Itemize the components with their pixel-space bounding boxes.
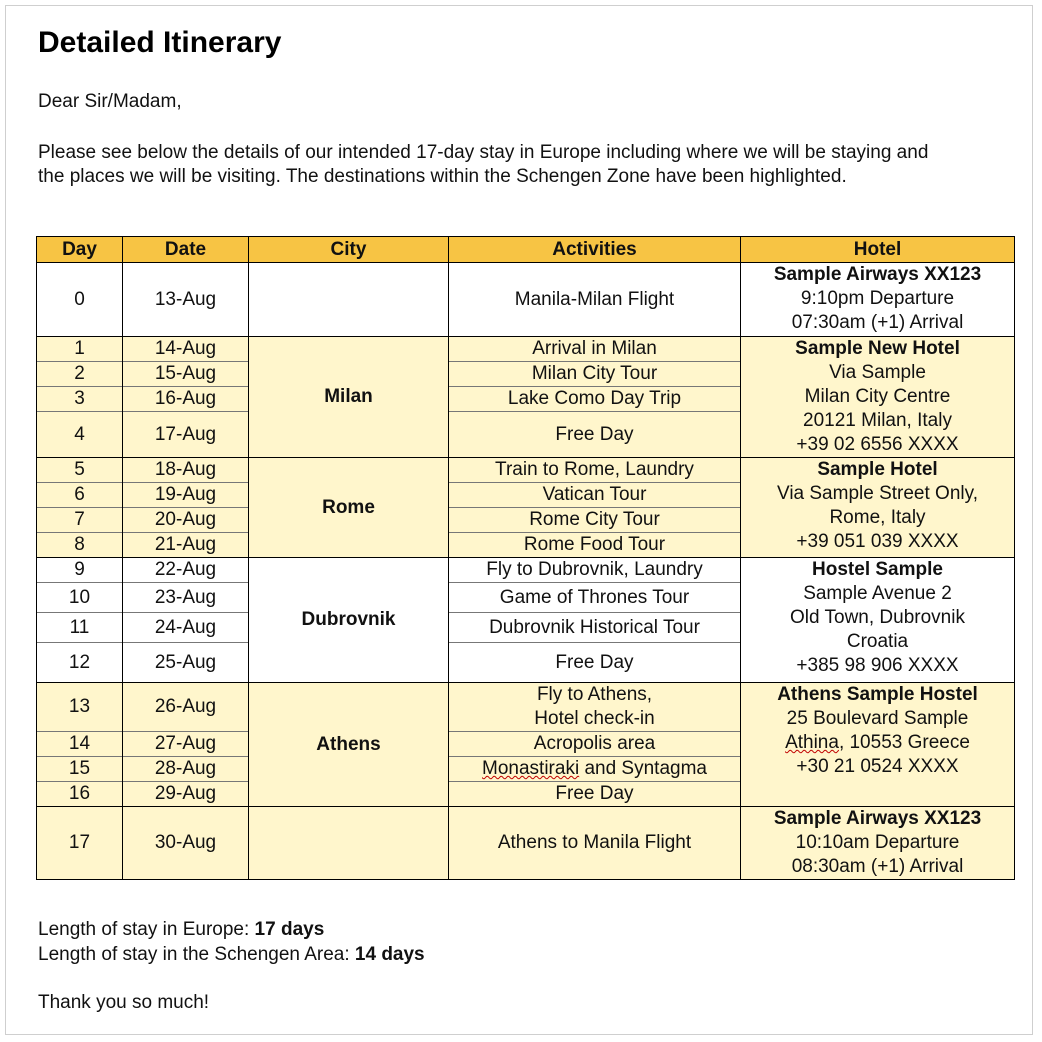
- hotel-address-line: Via Sample Street Only,: [776, 483, 978, 504]
- activity-cell: Free Day: [449, 643, 741, 683]
- activity-cell: Free Day: [449, 782, 741, 807]
- hotel-cell: [741, 458, 1015, 558]
- date-cell: 16-Aug: [123, 387, 249, 412]
- table-row: [37, 683, 1015, 732]
- intro-paragraph: Please see below the details of our intended 17-day stay in Europe including where we will be staying and the places we will be visiting. The destinations within the Schengen Zone have been highlighted.: [38, 142, 929, 187]
- hotel-address-line: Sample Avenue 2: [803, 583, 952, 604]
- closing-text: Thank you so much!: [38, 992, 210, 1013]
- europe-stay-value: 17 days: [254, 919, 325, 940]
- activity-cell: Rome City Tour: [449, 508, 741, 533]
- page-title: Detailed Itinerary: [38, 26, 282, 59]
- table-header-row: [37, 237, 1015, 263]
- date-cell: 22-Aug: [123, 558, 249, 583]
- activity-cell: Free Day: [449, 412, 741, 458]
- city-cell: Athens: [249, 683, 449, 807]
- europe-stay-line: [38, 918, 324, 942]
- activity-cell: Monastiraki and Syntagma: [449, 757, 741, 782]
- activity-cell: Rome Food Tour: [449, 533, 741, 558]
- city-cell: [249, 263, 449, 337]
- activity-cell: Lake Como Day Trip: [449, 387, 741, 412]
- day-cell: 5: [37, 458, 123, 483]
- hotel-cell: [741, 558, 1015, 683]
- hotel-name: Sample Airways XX123: [773, 264, 982, 285]
- hotel-address-line: Via Sample: [829, 362, 926, 383]
- day-cell: 16: [37, 782, 123, 807]
- header-day: Day: [37, 237, 123, 263]
- day-cell: 15: [37, 757, 123, 782]
- table-row: [37, 263, 1015, 337]
- hotel-address-line: Athina, 10553 Greece: [785, 732, 970, 753]
- date-cell: 27-Aug: [123, 732, 249, 757]
- day-cell: 10: [37, 583, 123, 613]
- date-cell: 26-Aug: [123, 683, 249, 732]
- hotel-cell: [741, 263, 1015, 337]
- date-cell: 17-Aug: [123, 412, 249, 458]
- date-cell: 28-Aug: [123, 757, 249, 782]
- hotel-address-line: +30 21 0524 XXXX: [796, 756, 959, 777]
- hotel-address-line: 9:10pm Departure: [800, 288, 955, 309]
- day-cell: 4: [37, 412, 123, 458]
- hotel-name: Athens Sample Hostel: [777, 684, 978, 705]
- date-cell: 19-Aug: [123, 483, 249, 508]
- table-row: [37, 458, 1015, 483]
- activity-cell: Manila-Milan Flight: [449, 263, 741, 337]
- hotel-address-line: +385 98 906 XXXX: [796, 655, 959, 676]
- day-cell: 6: [37, 483, 123, 508]
- header-activities: Activities: [449, 237, 741, 263]
- hotel-name: Hostel Sample: [812, 559, 943, 580]
- day-cell: 13: [37, 683, 123, 732]
- table-row: [37, 337, 1015, 362]
- table-row: [37, 807, 1015, 880]
- day-cell: 17: [37, 807, 123, 880]
- hotel-name: Sample New Hotel: [795, 338, 960, 359]
- schengen-stay-value: 14 days: [354, 944, 425, 965]
- date-cell: 24-Aug: [123, 613, 249, 643]
- document-page: [5, 5, 1033, 1035]
- date-cell: 23-Aug: [123, 583, 249, 613]
- date-cell: 13-Aug: [123, 263, 249, 337]
- schengen-stay-line: [38, 943, 425, 967]
- hotel-address-line: Milan City Centre: [804, 386, 951, 407]
- activity-cell: Vatican Tour: [449, 483, 741, 508]
- day-cell: 1: [37, 337, 123, 362]
- header-date: Date: [123, 237, 249, 263]
- spellcheck-mark: Athina: [785, 732, 839, 753]
- activity-cell: Acropolis area: [449, 732, 741, 757]
- date-cell: 25-Aug: [123, 643, 249, 683]
- header-city: City: [249, 237, 449, 263]
- day-cell: 0: [37, 263, 123, 337]
- date-cell: 14-Aug: [123, 337, 249, 362]
- date-cell: 29-Aug: [123, 782, 249, 807]
- city-cell: [249, 807, 449, 880]
- activity-cell: Dubrovnik Historical Tour: [449, 613, 741, 643]
- itinerary-body: [37, 263, 1015, 880]
- date-cell: 18-Aug: [123, 458, 249, 483]
- table-row: [37, 558, 1015, 583]
- europe-stay-label: Length of stay in Europe:: [38, 919, 255, 940]
- hotel-address-line: Rome, Italy: [829, 507, 926, 528]
- activity-cell: Game of Thrones Tour: [449, 583, 741, 613]
- hotel-address-line: 25 Boulevard Sample: [786, 708, 969, 729]
- activity-cell: Athens to Manila Flight: [449, 807, 741, 880]
- day-cell: 11: [37, 613, 123, 643]
- hotel-address-line: +39 02 6556 XXXX: [796, 434, 959, 455]
- hotel-address-line: 20121 Milan, Italy: [803, 410, 952, 431]
- day-cell: 12: [37, 643, 123, 683]
- day-cell: 14: [37, 732, 123, 757]
- date-cell: 30-Aug: [123, 807, 249, 880]
- date-cell: 21-Aug: [123, 533, 249, 558]
- day-cell: 3: [37, 387, 123, 412]
- greeting-text: Dear Sir/Madam,: [38, 91, 182, 112]
- hotel-name: Sample Hotel: [817, 459, 938, 480]
- spellcheck-mark: Monastiraki: [482, 758, 580, 779]
- activity-cell: Arrival in Milan: [449, 337, 741, 362]
- activity-cell: Milan City Tour: [449, 362, 741, 387]
- hotel-address-line: 07:30am (+1) Arrival: [791, 312, 964, 333]
- city-cell: Milan: [249, 337, 449, 458]
- hotel-address-line: 10:10am Departure: [795, 832, 960, 853]
- hotel-cell: [741, 683, 1015, 807]
- activity-cell: Train to Rome, Laundry: [449, 458, 741, 483]
- header-hotel: Hotel: [741, 237, 1015, 263]
- hotel-name: Sample Airways XX123: [773, 808, 982, 829]
- day-cell: 2: [37, 362, 123, 387]
- city-cell: Rome: [249, 458, 449, 558]
- activity-cell: Fly to Dubrovnik, Laundry: [449, 558, 741, 583]
- day-cell: 8: [37, 533, 123, 558]
- itinerary-table: [36, 236, 1015, 880]
- date-cell: 15-Aug: [123, 362, 249, 387]
- hotel-address-line: +39 051 039 XXXX: [796, 531, 959, 552]
- day-cell: 9: [37, 558, 123, 583]
- city-cell: Dubrovnik: [249, 558, 449, 683]
- hotel-address-line: 08:30am (+1) Arrival: [791, 856, 964, 877]
- hotel-address-line: Old Town, Dubrovnik: [790, 607, 965, 628]
- activity-cell: Fly to Athens, Hotel check-in: [449, 683, 741, 732]
- schengen-stay-label: Length of stay in the Schengen Area:: [38, 944, 355, 965]
- hotel-address-line: Croatia: [846, 631, 909, 652]
- day-cell: 7: [37, 508, 123, 533]
- hotel-cell: [741, 807, 1015, 880]
- hotel-cell: [741, 337, 1015, 458]
- date-cell: 20-Aug: [123, 508, 249, 533]
